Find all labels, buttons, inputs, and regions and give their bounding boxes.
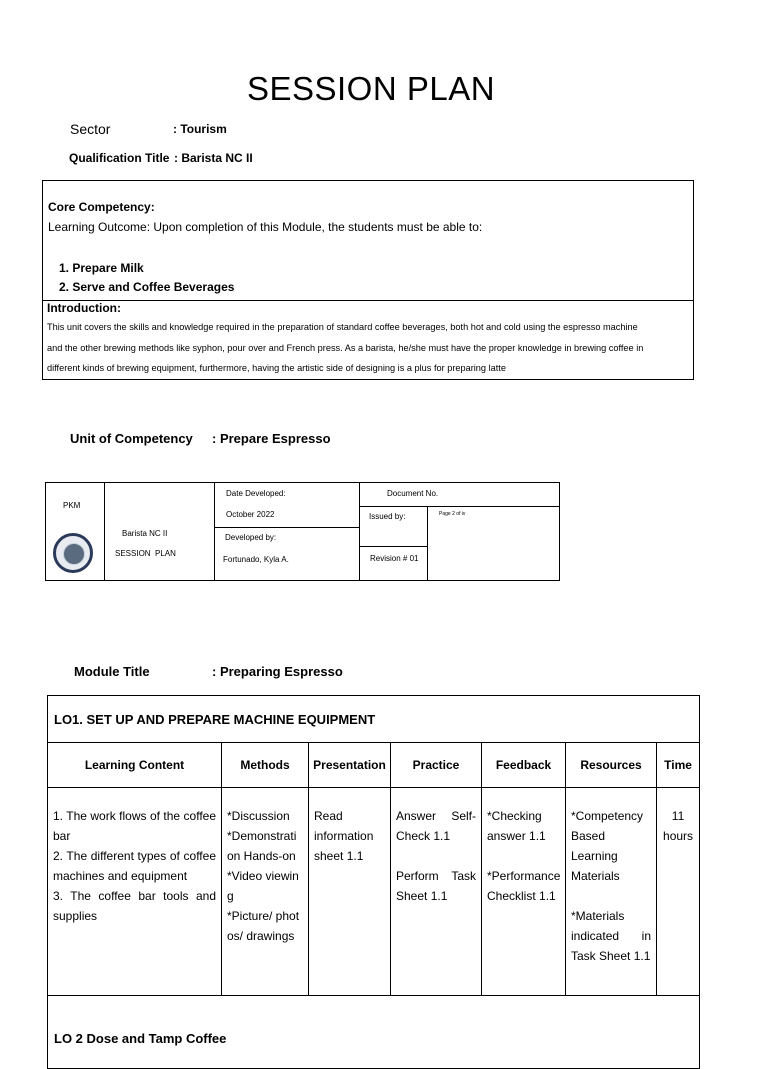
module-value: : Preparing Espresso <box>212 664 343 679</box>
introduction-line: different kinds of brewing equipment, furthermore, having the artistic side of designing is a plus for preparing latte <box>47 363 506 373</box>
learning-content-cell <box>48 788 222 996</box>
page-title: SESSION PLAN <box>246 70 496 107</box>
content-item: 1. The work flows of the coffee bar <box>53 809 216 843</box>
header-methods: Methods <box>222 743 309 788</box>
qualification-value: : Barista NC II <box>174 151 253 165</box>
method-item: *Discussion <box>227 809 290 823</box>
developed-by-label: Developed by: <box>225 533 277 542</box>
method-item: *Demonstration Hands-on <box>227 829 297 863</box>
methods-cell <box>222 788 309 996</box>
learning-outcome-table <box>47 695 700 1069</box>
practice-item: Answer Self-Check 1.1 <box>396 809 476 843</box>
method-item: *Picture/ photos/ drawings <box>227 909 300 943</box>
document-info-table <box>45 482 560 581</box>
core-competency-box <box>42 180 694 380</box>
outcome-item: 1. Prepare Milk <box>59 261 144 275</box>
page-number: Page 2 of iv <box>439 511 466 517</box>
outcome-item: 2. Serve and Coffee Beverages <box>59 280 235 294</box>
time-value: 11 hours <box>663 809 694 843</box>
document-no-label: Document No. <box>387 489 439 498</box>
resource-item: *Materials indicated in Task Sheet 1.1 <box>571 909 651 963</box>
learning-outcome-text: Learning Outcome: Upon completion of this Module, the students must be able to: <box>48 220 483 234</box>
feedback-item: *Performance Checklist 1.1 <box>487 869 561 903</box>
issued-by-label: Issued by: <box>369 512 406 521</box>
header-resources: Resources <box>566 743 657 788</box>
lo2-title: LO 2 Dose and Tamp Coffee <box>48 996 700 1069</box>
presentation-cell <box>309 788 391 996</box>
introduction-line: and the other brewing methods like syphon, pour over and French press. As a barista, he/she must have the proper knowledge in brewing coffee in <box>47 343 644 353</box>
introduction-label: Introduction: <box>47 301 121 315</box>
resource-item: *Competency Based Learning Materials <box>571 809 644 883</box>
header-feedback: Feedback <box>482 743 566 788</box>
header-presentation: Presentation <box>309 743 391 788</box>
qualification-label: Qualification Title <box>69 151 170 165</box>
school-seal-logo <box>53 533 93 573</box>
org-label: PKM <box>63 501 81 510</box>
presentation-text: Read information sheet 1.1 <box>314 809 374 863</box>
sector-label: Sector <box>70 121 111 137</box>
time-cell <box>657 788 700 996</box>
content-item: 2. The different types of coffee machines and equipment <box>53 849 216 883</box>
unit-value: : Prepare Espresso <box>212 431 331 446</box>
developed-by-value: Fortunado, Kyla A. <box>223 555 289 564</box>
header-practice: Practice <box>391 743 482 788</box>
content-item: 3. The coffee bar tools and supplies <box>53 889 216 923</box>
practice-cell <box>391 788 482 996</box>
core-competency-label: Core Competency: <box>48 200 155 214</box>
unit-label: Unit of Competency <box>70 431 193 446</box>
module-label: Module Title <box>74 664 150 679</box>
method-item: *Video viewing <box>227 869 299 903</box>
header-learning-content: Learning Content <box>48 743 222 788</box>
revision-label: Revision # 01 <box>370 554 419 563</box>
date-developed-value: October 2022 <box>226 510 275 519</box>
date-developed-label: Date Developed: <box>226 489 286 498</box>
lo1-title: LO1. SET UP AND PREPARE MACHINE EQUIPMENT <box>48 696 700 743</box>
feedback-cell <box>482 788 566 996</box>
divider <box>43 300 693 301</box>
resources-cell <box>566 788 657 996</box>
header-time: Time <box>657 743 700 788</box>
introduction-line: This unit covers the skills and knowledge required in the preparation of standard coffee beverages, both hot and cold using the espresso machine <box>47 322 638 332</box>
course-name: Barista NC II <box>122 529 168 538</box>
feedback-item: *Checking answer 1.1 <box>487 809 546 843</box>
practice-item: Perform Task Sheet 1.1 <box>396 869 476 903</box>
course-doc-type: SESSION PLAN <box>115 549 176 558</box>
sector-value: : Tourism <box>173 122 227 136</box>
